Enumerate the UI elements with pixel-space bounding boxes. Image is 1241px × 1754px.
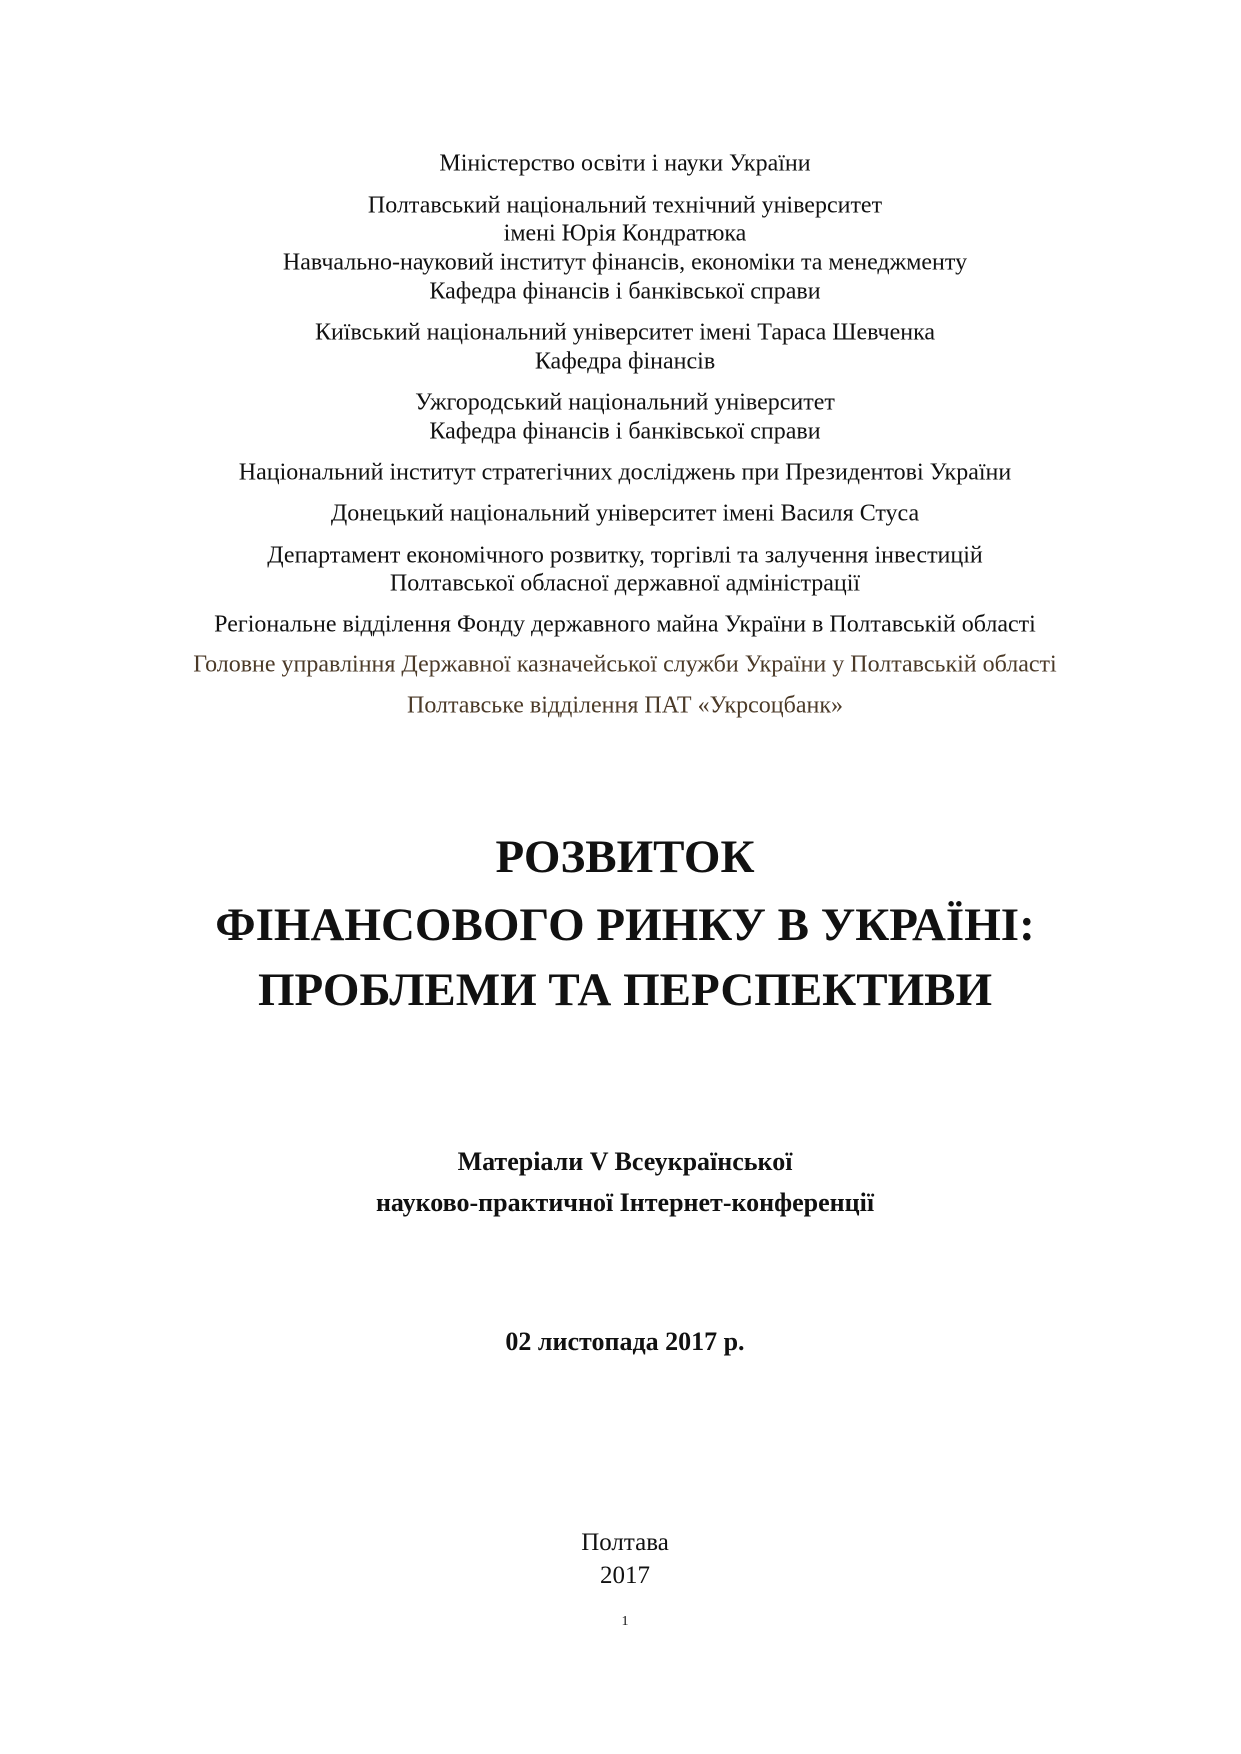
subtitle-line: науково-практичної Інтернет-конференції	[375, 1188, 875, 1217]
title-line: РОЗВИТОК	[495, 831, 755, 883]
organizer-line: Ужгородський національний університет	[415, 389, 835, 416]
title-line: ФІНАНСОВОГО РИНКУ В УКРАЇНІ:	[215, 899, 1035, 951]
organizer-line: Полтавське відділення ПАТ «Укрсоцбанк»	[407, 692, 843, 719]
page-number: 1	[621, 1614, 629, 1629]
organizer-line: Міністерство освіти і науки України	[439, 150, 811, 177]
organizer-line: Кафедра фінансів	[534, 348, 716, 375]
organizer-line: Регіональне відділення Фонду державного майна України в Полтавській області	[214, 611, 1036, 638]
organizer-line: Навчально-науковий інститут фінансів, економіки та менеджменту	[282, 249, 968, 276]
organizer-line: Донецький національний університет імені Василя Стуса	[330, 500, 920, 527]
conference-date: 02 листопада 2017 р.	[505, 1327, 745, 1356]
organizer-line: Полтавський національний технічний університет	[367, 192, 883, 219]
organizer-line: Департамент економічного розвитку, торгівлі та залучення інвестицій	[267, 542, 983, 569]
organizer-line: Кафедра фінансів і банківської справи	[429, 278, 821, 305]
organizer-line: Головне управління Державної казначейської служби України у Полтавській області	[193, 651, 1057, 678]
title-line: ПРОБЛЕМИ ТА ПЕРСПЕКТИВИ	[257, 964, 993, 1016]
organizer-line: Кафедра фінансів і банківської справи	[429, 418, 821, 445]
organizer-line: імені Юрія Кондратюка	[503, 220, 747, 247]
subtitle-line: Матеріали V Всеукраїнської	[457, 1147, 793, 1176]
publication-year: 2017	[600, 1562, 650, 1589]
organizer-line: Київський національний університет імені Тараса Шевченка	[314, 319, 936, 346]
organizer-line: Полтавської обласної державної адміністрації	[389, 570, 861, 597]
organizer-line: Національний інститут стратегічних досліджень при Президентові України	[238, 459, 1012, 486]
publication-city: Полтава	[581, 1529, 669, 1556]
